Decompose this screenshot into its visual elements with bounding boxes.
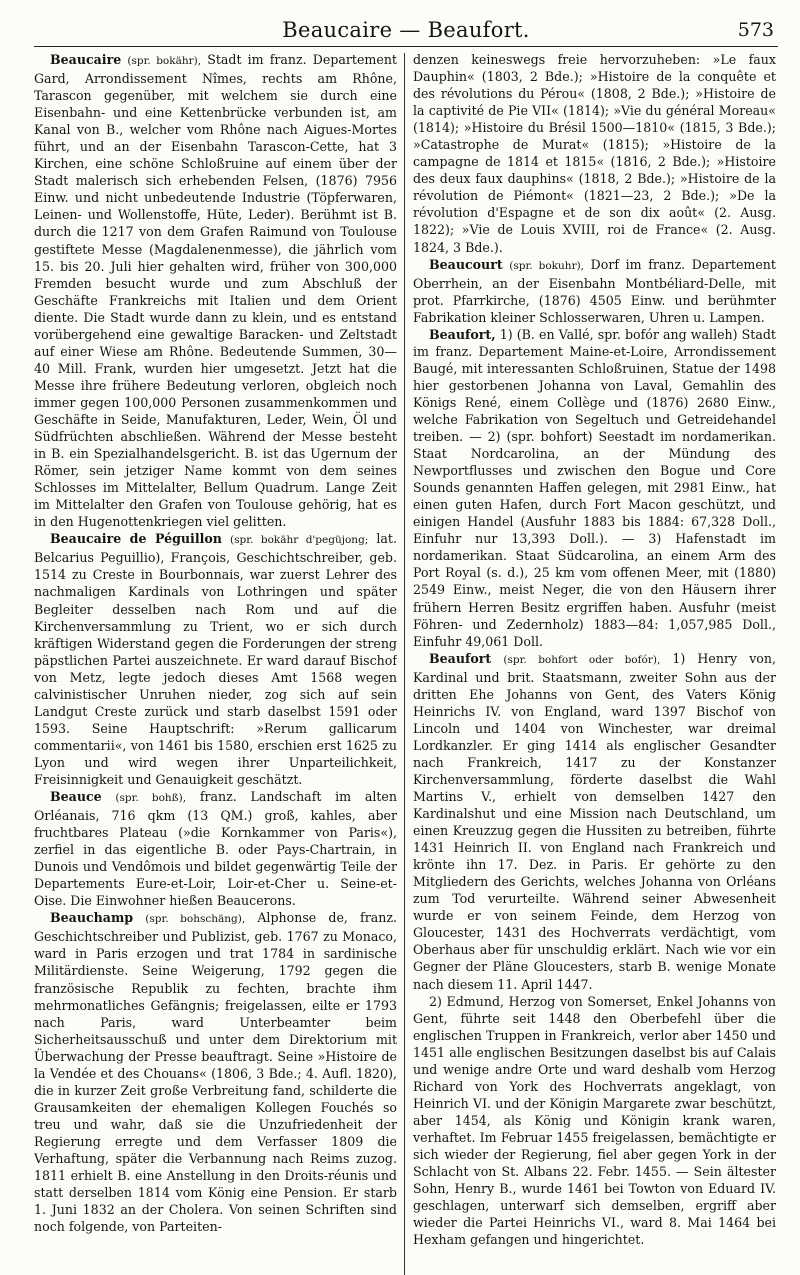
entry-beauchamp-continued [413,51,776,256]
column-divider [404,53,405,1275]
right-column [413,51,776,1266]
entry-text: lat. Belcarius Peguillio), François, Geschichtschreiber, geb. 1514 zu Creste in Bourbonnais, war zuerst Lehrer des nachmaligen Kardinals von Lothringen und später Begleiter desselben nach Rom und auf die Kirchenversammlung zu Trient, wo er sich durch kräftigen Widerstand gegen die Forderungen der streng päpstlichen Partei auszeichnete. Er ward darauf Bischof von Metz, legte jedoch dieses Amt 1568 wegen calvinistischer Unruhen nieder, zog sich auf sein Landgut Creste zurück und starb daselbst 1591 oder 1593. Seine Hauptschrift: »Rerum gallicarum commentarii«, von 1461 bis 1580, erschien erst 1625 zu Lyon und wird wegen ihrer Unparteilichkeit, Freisinnigkeit und Genauigkeit geschätzt. [34,531,397,787]
entry-text: Stadt im franz. Departement Gard, Arrondissement Nîmes, rechts am Rhône, Tarascon gegenüber, mit welchem sie durch eine Eisenbahn- und eine Kettenbrücke verbunden ist, am Kanal von B., welcher vom Rhône nach Aigues-Mortes führt, und an der Eisenbahn Tarascon-Cette, hat 3 Kirchen, eine schöne Schloßruine auf einem über der Stadt malerisch sich erhebenden Felsen, (1876) 7956 Einw. und nicht unbedeutende Industrie (Töpferwaren, Leinen- und Wollenstoffe, Hüte, Leder). Berühmt ist B. durch die 1217 von dem Grafen Raimund von Toulouse gestiftete Messe (Magdalenenmesse), die jährlich vom 15. bis 20. Juli hier gehalten wird, früher von 300,000 Fremden besucht wurde und zum Abschluß der Geschäfte Frankreichs mit Italien und dem Orient diente. Die Stadt wurde dann zu klein, und es entstand vorübergehend eine gewaltige Baracken- und Zeltstadt auf einer Wiese am Rhône. Bedeutende Summen, 30—40 Mill. Frank, wurden hier umgesetzt. Jetzt hat die Messe ihre frühere Bedeutung verloren, obgleich noch immer gegen 100,000 Personen zusammenkommen und Geschäfte in Seide, Manufakturen, Leder, Wein, Öl und Südfrüchten abschließen. Während der Messe besteht in B. ein Spezialhandelsgericht. B. ist das Ugernum der Römer, sein jetziger Name kommt von dem seines Schlosses im Mittelalter, Bellum Quadrum. Lange Zeit im Mittelalter den Grafen von Toulouse gehörig, hat es in den Hugenottenkriegen viel gelitten. [34,52,397,530]
entry-text: denzen keineswegs freie hervorzuheben: »Le faux Dauphin« (1803, 2 Bde.); »Histoire de la conquête et des révolutions du Pérou« (1808, 2 Bde.); »Histoire de la captivité de Pie VII« (1814); »Vie du général Moreau« (1814); »Histoire du Brésil 1500—1810« (1815, 3 Bde.); »Catastrophe de Murat« (1815); »Histoire de la campagne de 1814 et 1815« (1816, 2 Bde.); »Histoire des deux faux dauphins« (1818, 2 Bde.); »Histoire de la révolution de Piémont« (1821—23, 2 Bde.); »De la révolution d'Espagne et de son dix août« (2. Ausg. 1822); »Vie de Louis XVIII, roi de France« (2. Ausg. 1824, 3 Bde.). [413,52,776,255]
headword: Beaucaire de Péguillon [50,531,222,547]
pronunciation: (spr. bokähr d'pegüjong; [230,534,369,547]
entry-beaucaire [34,51,397,530]
pronunciation: (spr. bokähr), [127,55,202,67]
page-header [34,10,778,47]
page-number: 573 [737,19,774,41]
entry-beaufort-persons [413,650,776,993]
entry-beauce [34,788,397,909]
headword: Beauce [50,789,102,805]
headword: Beaufort, [429,326,496,342]
entry-beaucourt [413,256,776,326]
entry-text: 1) Henry von, Kardinal und brit. Staatsmann, zweiter Sohn aus der dritten Ehe Johanns von Gent, des Vaters König Heinrichs IV. von England, ward 1397 Bischof von Lincoln und 1404 von Winchester, war dreimal Lordkanzler. Er ging 1414 als englischer Gesandter nach Frankreich, 1417 zu der Konstanzer Kirchenversammlung, förderte daselbst die Wahl Martins V., erhielt von demselben 1427 den Kardinalshut und eine Mission nach Deutschland, um einen Kreuzzug gegen die Hussiten zu betreiben, führte 1431 Heinrich II. von England nach Frankreich und krönte ihn 17. Dez. in Paris. Er gehörte zu den Mitgliedern des Gerichts, welches Johanna von Orléans zum Tod verurteilte. Während seiner Abwesenheit wurde er von seinem Feinde, dem Herzog von Gloucester, 1431 des Hochverrats verdächtigt, vom Oberhaus aber für unschuldig erklärt. Nach wie vor ein Gegner der Pläne Gloucesters, starb B. wenige Monate nach diesem 11. April 1447. [413,650,776,992]
pronunciation: (spr. bohß), [115,792,187,805]
entry-text: 1) (B. en Vallé, spr. bofór ang walleh) Stadt im franz. Departement Maine-et-Loire, Arrondissement Baugé, mit interessanten Schloßruinen, Statue der 1498 hier gestorbenen Johanna von Laval, Gemahlin des Königs René, einem Collège und (1876) 2680 Einw., welche Fabrikation von Segeltuch und Getreidehandel treiben. — 2) (spr. bohfort) Seestadt im nordamerikan. Staat Nordcarolina, an der Mündung des Newportflusses und zwischen den Bogue und Core Sounds genannten Haffen gelegen, mit 2981 Einw., hat einen guten Hafen, durch Fort Macon geschützt, und einigen Handel (Ausfuhr 1883 bis 1884: 67,328 Doll., Einfuhr nur 13,393 Doll.). — 3) Hafenstadt im nordamerikan. Staat Südcarolina, an einem Arm des Port Royal (s. d.), 25 km vom offenen Meer, mit (1880) 2549 Einw., meist Neger, die von den Häusern ihrer frühern Herren Besitz ergriffen haben. Ausfuhr (meist Föhren- und Zedernholz) 1883—84: 1,057,985 Doll., Einfuhr 49,061 Doll. [413,326,776,649]
headword: Beauchamp [50,910,134,926]
pronunciation: (spr. bohfort oder bofór), [503,653,661,666]
entry-beauchamp [34,909,397,1235]
entry-text: 2) Edmund, Herzog von Somerset, Enkel Johanns von Gent, führte seit 1448 den Oberbefehl über die englischen Truppen in Frankreich, verlor aber 1450 und 1451 alle englischen Besitzungen daselbst bis auf Calais und wenige andre Orte und ward deshalb vom Herzog Richard von York des Hochverrats angeklagt, von Heinrich VI. und der Königin Margarete zwar beschützt, aber 1454, als König und Königin krank waren, verhaftet. Im Februar 1455 freigelassen, bemächtigte er sich wieder der Regierung, fiel aber gegen York in der Schlacht von St. Albans 22. Febr. 1455. — Sein ältester Sohn, Henry B., wurde 1461 bei Towton von Eduard IV. geschlagen, unterwarf sich demselben, ergriff aber wieder die Partei Heinrichs VI., ward 8. Mai 1464 bei Hexham gefangen und hingerichtet. [413,993,776,1248]
entry-beaufort-places [413,326,776,650]
text-columns [34,51,778,1275]
headword: Beaucaire [50,52,122,67]
running-title: Beaucaire — Beaufort. [282,18,530,42]
entry-beaufort-edmund [413,993,776,1249]
entry-beaucaire-de-peguillon [34,530,397,788]
entry-text: Alphonse de, franz. Geschichtschreiber und Publizist, geb. 1767 zu Monaco, ward in Paris erzogen und trat 1784 in sardinische Militärdienste. Seine Weigerung, 1792 gegen die französische Republik zu fechten, brachte ihm mehrmonatliches Gefängnis; freigelassen, eilte er 1793 nach Paris, ward Unterbeamter beim Sicherheitsausschuß und unter dem Direktorium mit Überwachung der Presse beauftragt. Seine »Histoire de la Vendée et des Chouans« (1806, 3 Bde.; 4. Aufl. 1820), die in kurzer Zeit große Verbreitung fand, schilderte die Grausamkeiten der ehemaligen Kollegen Fouchés so treu und wahr, daß sie die Unzufriedenheit der Regierung erregte und dem Verfasser 1809 die Verhaftung, später die Verbannung nach Reims zuzog. 1811 erhielt B. eine Anstellung in den Droits-réunis und statt derselben 1814 vom König eine Pension. Er starb 1. Juni 1832 an der Cholera. Von seinen Schriften sind noch folgende, von Parteiten- [34,910,397,1235]
pronunciation: (spr. bokuhr), [509,259,585,272]
left-column [34,51,397,1266]
entry-text: Dorf im franz. Departement Oberrhein, an der Eisenbahn Montbéliard-Delle, mit prot. Pfarrkirche, (1876) 4505 Einw. und berühmter Fabrikation kleiner Schlosserwaren, Uhren u. Lampen. [413,256,776,325]
entry-text: franz. Landschaft im alten Orléanais, 716 qkm (13 QM.) groß, kahles, aber fruchtbares Plateau (»die Kornkammer von Paris«), zerfiel in das eigentliche B. oder Pays-Chartrain, in Dunois und Vendômois und bildet gegenwärtig Teile der Departements Eure-et-Loir, Loir-et-Cher u. Seine-et-Oise. Die Einwohner hießen Beaucerons. [34,789,397,909]
headword: Beaufort [429,650,492,666]
headword: Beaucourt [429,256,503,272]
pronunciation: (spr. bohschäng), [145,913,246,926]
